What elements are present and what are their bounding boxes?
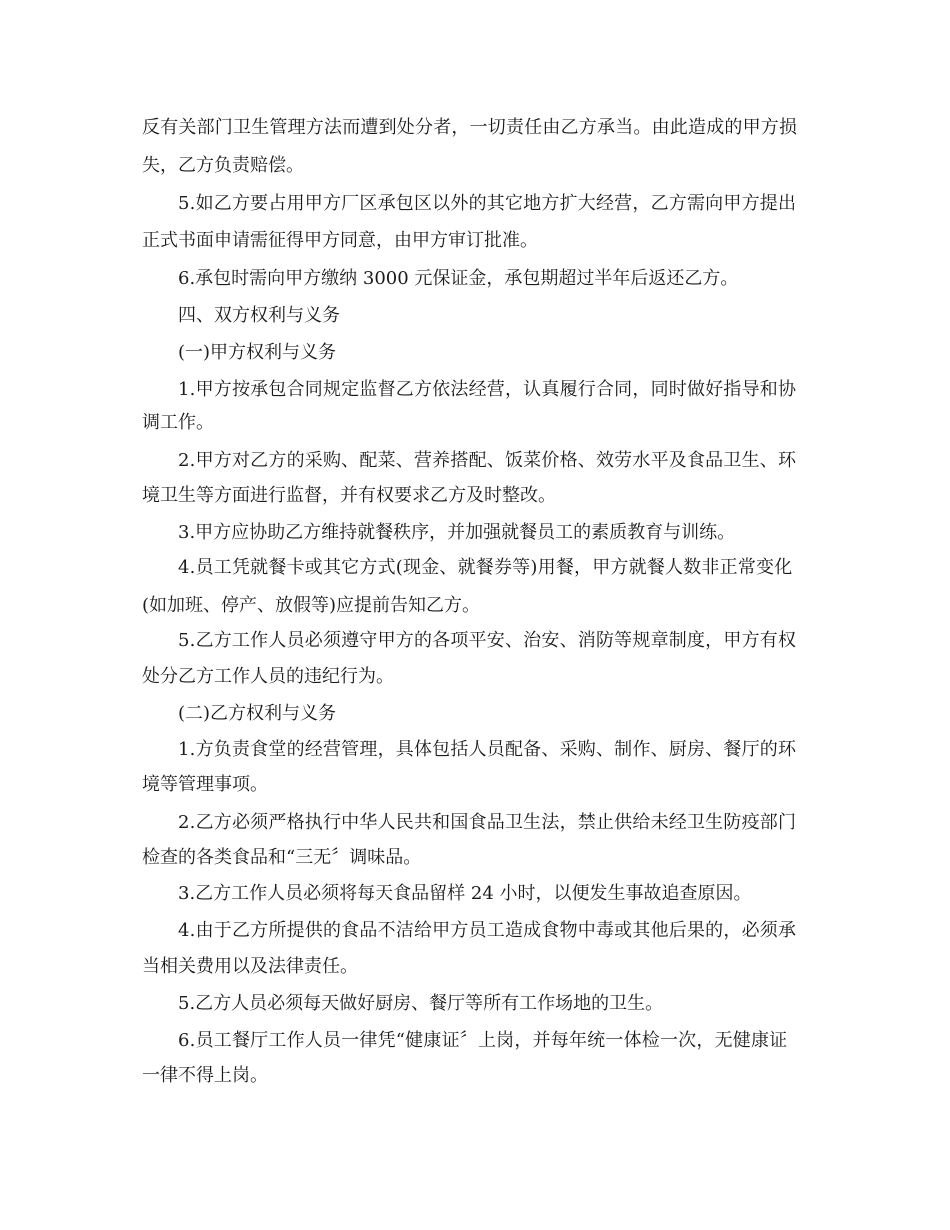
text-line: 一律不得上岗。 [142,1065,268,1086]
text-line: 处分乙方工作人员的违纪行为。 [142,666,394,687]
text-line: 检查的各类食品和“三无〞调味品。 [142,847,422,868]
text-line: 3.甲方应协助乙方维持就餐秩序，并加强就餐员工的素质教育与训练。 [178,522,736,543]
subsection-heading: (一)甲方权利与义务 [178,342,337,363]
text-line: 3.乙方工作人员必须将每天食品留样 24 小时，以便发生事故追查原因。 [178,883,752,904]
text-line: 4.员工凭就餐卡或其它方式(现金、就餐券等)用餐，甲方就餐人数非正常变化 [178,557,793,578]
text-line: 调工作。 [142,412,214,433]
text-line: 6.员工餐厅工作人员一律凭“健康证〞上岗，并每年统一体检一次，无健康证 [178,1030,788,1051]
text-line: 2.乙方必须严格执行中华人民共和国食品卫生法，禁止供给未经卫生防疫部门 [178,812,797,833]
text-line: 1.甲方按承包合同规定监督乙方依法经营，认真履行合同，同时做好指导和协 [178,379,797,400]
text-line: 2.甲方对乙方的采购、配菜、营养搭配、饭菜价格、效劳水平及食品卫生、环 [178,450,797,471]
text-line: 5.如乙方要占用甲方厂区承包区以外的其它地方扩大经营，乙方需向甲方提出 [178,193,797,214]
text-line: 5.乙方人员必须每天做好厨房、餐厅等所有工作场地的卫生。 [178,993,664,1014]
text-line: 5.乙方工作人员必须遵守甲方的各项平安、治安、消防等规章制度，甲方有权 [178,630,797,651]
text-line: 6.承包时需向甲方缴纳 3000 元保证金，承包期超过半年后返还乙方。 [178,268,739,289]
text-line: 反有关部门卫生管理方法而遭到处分者，一切责任由乙方承当。由此造成的甲方损 [142,117,798,138]
text-line: (如加班、停产、放假等)应提前告知乙方。 [142,595,481,616]
text-line: 境卫生等方面进行监督，并有权要求乙方及时整改。 [142,485,556,506]
text-line: 1.方负责食堂的经营管理，具体包括人员配备、采购、制作、厨房、餐厅的环 [178,739,797,760]
text-line: 失，乙方负责赔偿。 [142,155,304,176]
text-line: 正式书面申请需征得甲方同意，由甲方审订批准。 [142,230,538,251]
text-line: 当相关费用以及法律责任。 [142,956,358,977]
text-line: 境等管理事项。 [142,774,268,795]
subsection-heading: (二)乙方权利与义务 [178,703,337,724]
section-heading: 四、双方权利与义务 [178,305,340,326]
text-line: 4.由于乙方所提供的食品不洁给甲方员工造成食物中毒或其他后果的，必须承 [178,920,797,941]
